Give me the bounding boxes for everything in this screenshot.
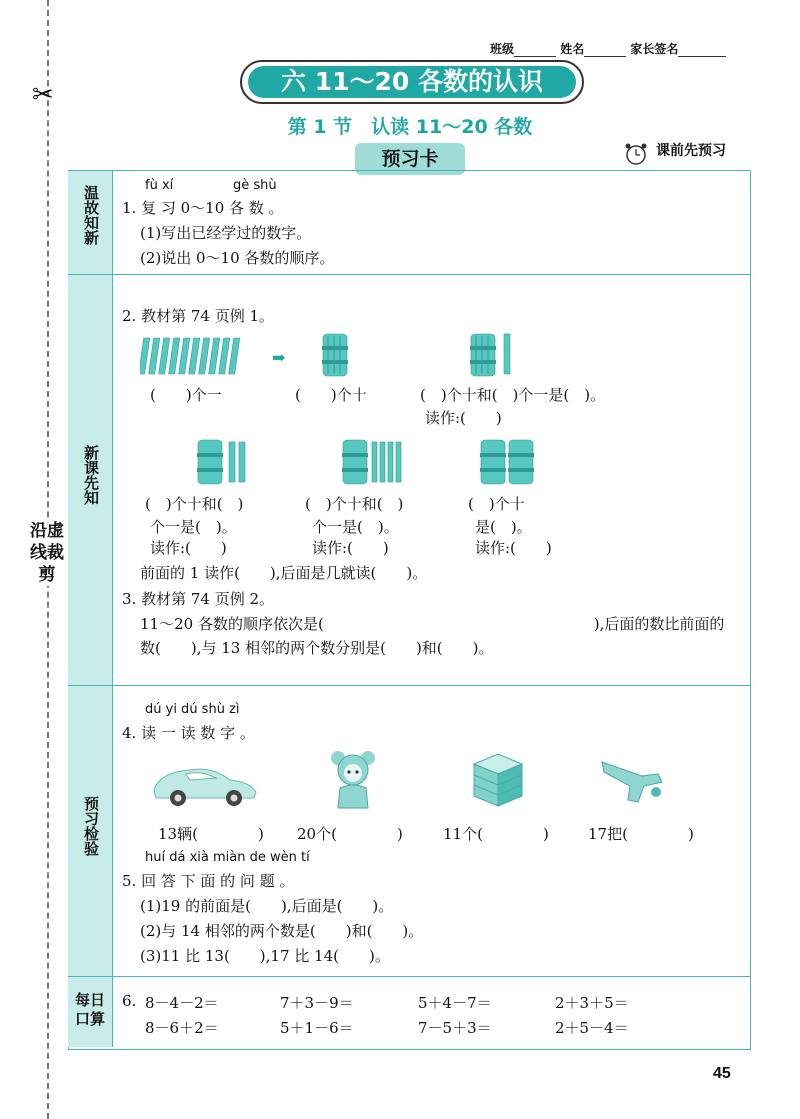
- g1-line3[interactable]: 读作:( ): [150, 539, 227, 557]
- name-blank[interactable]: [584, 44, 626, 57]
- blank-read-eleven[interactable]: 读作:( ): [425, 409, 502, 427]
- g3-line1[interactable]: ( )个十: [468, 495, 525, 513]
- q3-stem: 3. 教材第 74 页例 2。: [122, 590, 275, 608]
- class-blank[interactable]: [514, 44, 556, 57]
- q2-rule[interactable]: 前面的 1 读作( ),后面是几就读( )。: [140, 564, 428, 582]
- bundle-of-ten-image: [320, 330, 350, 380]
- bundle-plus-one-image: [468, 330, 518, 380]
- q6-calc[interactable]: 2＋5－4＝: [555, 1019, 629, 1037]
- q4-item-guns[interactable]: 17把( ): [588, 825, 694, 843]
- q6-calc[interactable]: 8－6＋2＝: [145, 1019, 219, 1037]
- g3-line2[interactable]: 是( )。: [475, 518, 532, 536]
- row-label-cell-2: [68, 275, 113, 685]
- chapter-banner: [240, 60, 584, 104]
- doll-image: [328, 748, 378, 813]
- ten-single-sticks-image: [140, 336, 250, 376]
- row-label-review: 温故知新: [82, 185, 100, 245]
- q1-sub1: (1)写出已经学过的数字。: [140, 224, 312, 242]
- bundle-plus-four-image: [340, 436, 410, 488]
- row-label-new-lesson: 新课先知: [82, 445, 100, 505]
- q6-calc[interactable]: 8－4－2＝: [145, 994, 219, 1012]
- student-info-line: [490, 40, 726, 57]
- q4-item-cars[interactable]: 13辆( ): [158, 825, 264, 843]
- rubiks-cube-image: [470, 750, 526, 810]
- bundle-plus-two-image: [195, 436, 255, 488]
- page-number: 45: [713, 1065, 731, 1082]
- g1-line1[interactable]: ( )个十和( ): [145, 495, 244, 513]
- q6-calc[interactable]: 7－5＋3＝: [418, 1019, 492, 1037]
- toy-car-image: [150, 758, 260, 808]
- row-divider: [68, 274, 751, 275]
- arrow-right-icon: ➡: [272, 348, 286, 367]
- row-divider: [68, 976, 751, 977]
- class-label: 班级: [490, 42, 515, 56]
- pinyin-duyidu: dú yi dú shù zì: [145, 702, 240, 717]
- scissors-icon: ✂: [32, 80, 54, 110]
- row-label-cell-4: [68, 977, 113, 1047]
- q4-item-cubes[interactable]: 11个( ): [443, 825, 549, 843]
- blank-eleven[interactable]: ( )个十和( )个一是( )。: [420, 386, 606, 404]
- preview-label: 课前先预习: [656, 143, 726, 159]
- q1-stem: 1. 复 习 0～10 各 数 。: [122, 199, 284, 217]
- blank-tens[interactable]: ( )个十: [295, 386, 367, 404]
- q6-label: 6.: [122, 992, 137, 1010]
- q5-sub1[interactable]: (1)19 的前面是( ),后面是( )。: [140, 897, 394, 915]
- q2-stem: 2. 教材第 74 页例 1。: [122, 307, 275, 325]
- row-label-mental-math: 每日口算: [74, 991, 105, 1028]
- g3-line3[interactable]: 读作:( ): [475, 539, 552, 557]
- q6-calc[interactable]: 5＋4－7＝: [418, 994, 492, 1012]
- q5-stem: 5. 回 答 下 面 的 问 题 。: [122, 872, 295, 890]
- g2-line2[interactable]: 个一是( )。: [312, 518, 399, 536]
- q1-sub2: (2)说出 0～10 各数的顺序。: [140, 249, 335, 267]
- cut-instruction: 沿虚线裁剪: [30, 521, 64, 585]
- row-label-cell-3: [68, 686, 113, 976]
- q4-item-dolls[interactable]: 20个( ): [297, 825, 403, 843]
- worksheet-frame: [68, 170, 751, 1050]
- q5-sub3[interactable]: (3)11 比 13( ),17 比 14( )。: [140, 947, 390, 965]
- q6-calc[interactable]: 5＋1－6＝: [280, 1019, 354, 1037]
- g2-line3[interactable]: 读作:( ): [312, 539, 389, 557]
- parent-sign-blank[interactable]: [678, 44, 726, 57]
- alarm-clock-icon: [622, 142, 650, 166]
- row-label-cell-1: [68, 171, 113, 274]
- q6-calc[interactable]: 7＋3－9＝: [280, 994, 354, 1012]
- g2-line1[interactable]: ( )个十和( ): [305, 495, 404, 513]
- name-label: 姓名: [560, 42, 585, 56]
- two-bundles-image: [478, 436, 538, 488]
- pinyin-fuxi: fù xí: [145, 178, 174, 193]
- pinyin-geshu: gè shù: [233, 178, 277, 193]
- q3-line2[interactable]: 数( ),与 13 相邻的两个数分别是( )和( )。: [140, 639, 494, 657]
- chapter-title: 六 11～20 各数的认识: [248, 66, 576, 98]
- water-gun-image: [598, 752, 668, 808]
- parent-sign-label: 家长签名: [630, 42, 679, 56]
- q6-calc[interactable]: 2＋3＋5＝: [555, 994, 629, 1012]
- blank-ones[interactable]: ( )个一: [150, 386, 222, 404]
- pinyin-huida: huí dá xià miàn de wèn tí: [145, 850, 310, 865]
- q4-stem: 4. 读 一 读 数 字 。: [122, 724, 255, 742]
- row-label-check: 预习检验: [82, 796, 100, 856]
- card-title: 预习卡: [355, 143, 465, 175]
- g1-line2[interactable]: 个一是( )。: [150, 518, 237, 536]
- q5-sub2[interactable]: (2)与 14 相邻的两个数是( )和( )。: [140, 922, 424, 940]
- row-divider: [68, 685, 751, 686]
- q3-line1[interactable]: 11～20 各数的顺序依次是( ),后面的数比前面的: [140, 615, 725, 633]
- section-title: 第 1 节 认读 11～20 各数: [287, 116, 533, 138]
